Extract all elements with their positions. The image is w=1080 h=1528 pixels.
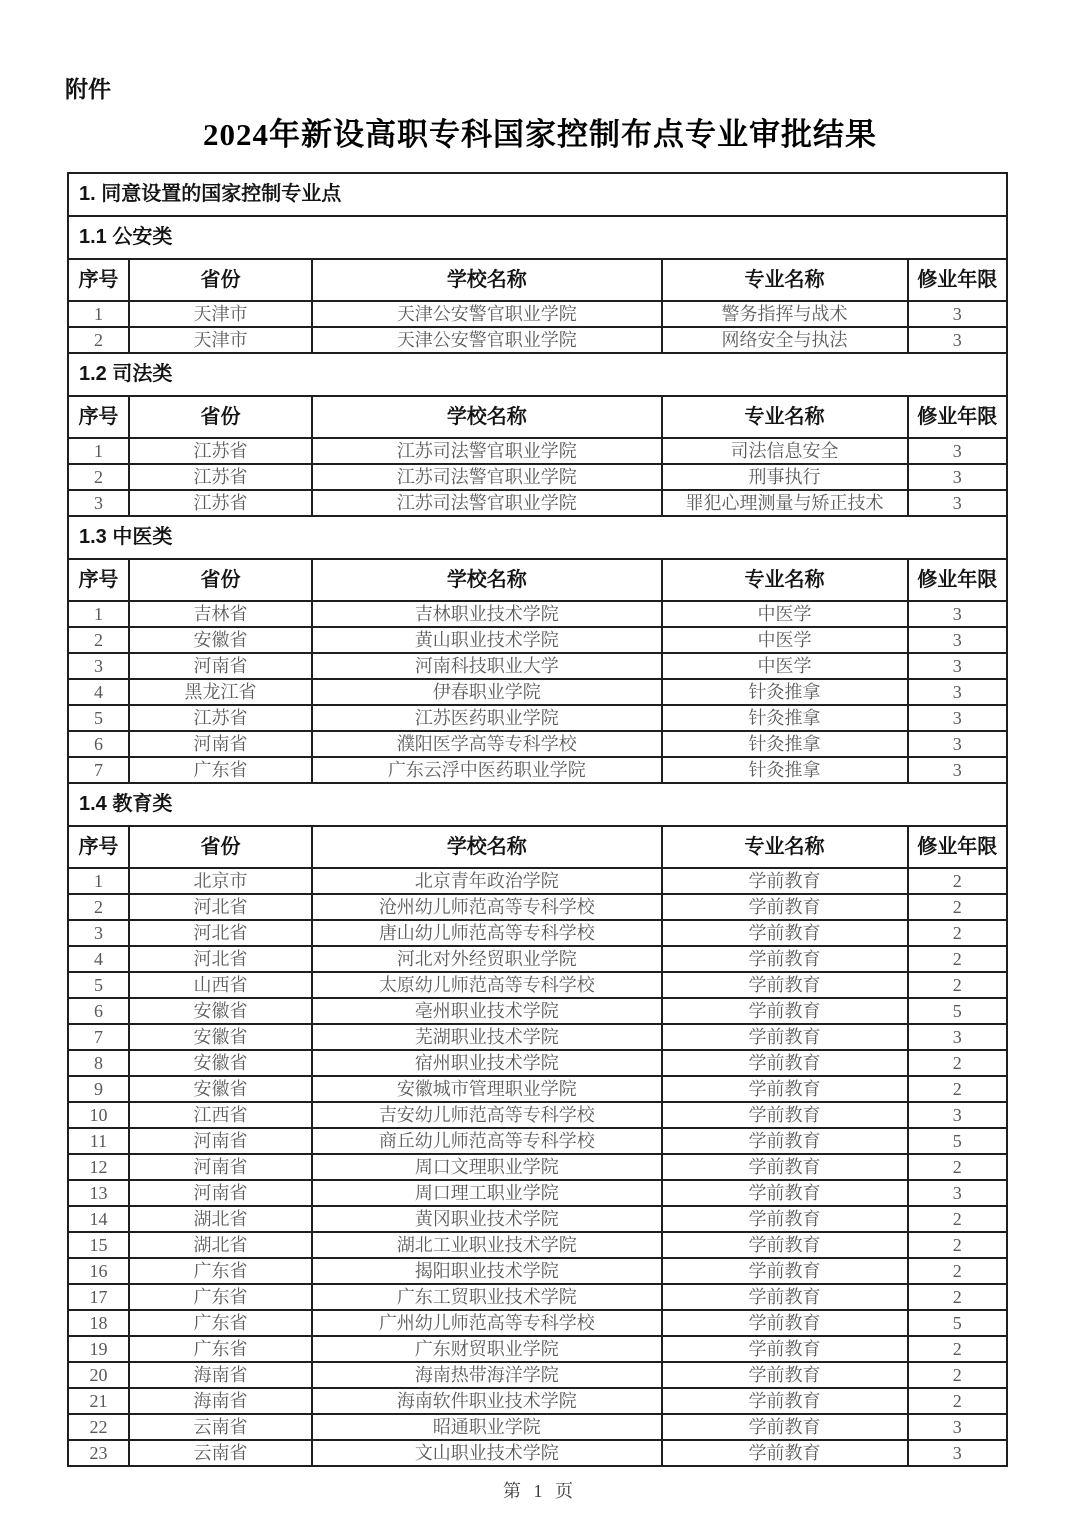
cell-major: 网络安全与执法 [663, 328, 909, 352]
cell-years: 2 [952, 897, 962, 917]
table-header-row [69, 260, 1006, 302]
cell-province: 广东省 [130, 758, 313, 782]
cell-major: 司法信息安全 [663, 439, 909, 463]
cell-years: 5 [952, 1131, 962, 1151]
cell-major: 学前教育 [663, 1363, 909, 1387]
cell-years: 5 [952, 1001, 962, 1021]
cell-major: 罪犯心理测量与矫正技术 [663, 491, 909, 515]
cell-province: 江苏省 [130, 439, 313, 463]
cell-school: 江苏司法警官职业学院 [313, 491, 663, 515]
cell-years: 3 [952, 330, 962, 350]
cell-years: 3 [952, 1183, 962, 1203]
table-row [69, 1285, 1006, 1311]
cell-years: 3 [952, 734, 962, 754]
header-cell-years: 修业年限 [917, 836, 998, 858]
table-row [69, 680, 1006, 706]
cell-school: 伊春职业学院 [313, 680, 663, 704]
cell-no: 1 [69, 302, 130, 326]
table-row [69, 1051, 1006, 1077]
cell-no: 5 [69, 973, 130, 997]
cell-no: 4 [69, 680, 130, 704]
approval-results-table [67, 172, 1008, 1467]
cell-school: 亳州职业技术学院 [313, 999, 663, 1023]
cell-province: 北京市 [130, 869, 313, 893]
table-header-row [69, 397, 1006, 439]
cell-province: 广东省 [130, 1285, 313, 1309]
cell-years: 2 [952, 1261, 962, 1281]
header-cell-no: 序号 [69, 397, 130, 437]
cell-province: 广东省 [130, 1259, 313, 1283]
table-header-row [69, 560, 1006, 602]
cell-school: 吉安幼儿师范高等专科学校 [313, 1103, 663, 1127]
cell-years: 3 [952, 1027, 962, 1047]
cell-years: 3 [952, 604, 962, 624]
cell-no: 5 [69, 706, 130, 730]
cell-school: 广州幼儿师范高等专科学校 [313, 1311, 663, 1335]
cell-province: 天津市 [130, 302, 313, 326]
table-row [69, 732, 1006, 758]
cell-major: 针灸推拿 [663, 758, 909, 782]
cell-province: 安徽省 [130, 628, 313, 652]
cell-school: 海南软件职业技术学院 [313, 1389, 663, 1413]
header-cell-years: 修业年限 [917, 269, 998, 291]
cell-major: 学前教育 [663, 999, 909, 1023]
cell-no: 18 [69, 1311, 130, 1335]
cell-years: 3 [952, 656, 962, 676]
table-row [69, 1207, 1006, 1233]
cell-no: 20 [69, 1363, 130, 1387]
cell-school: 天津公安警官职业学院 [313, 328, 663, 352]
cell-major: 学前教育 [663, 869, 909, 893]
cell-years: 2 [952, 1339, 962, 1359]
cell-school: 湖北工业职业技术学院 [313, 1233, 663, 1257]
cell-school: 安徽城市管理职业学院 [313, 1077, 663, 1101]
header-cell-major: 专业名称 [663, 560, 909, 600]
header-cell-province: 省份 [130, 827, 313, 867]
table-row [69, 1181, 1006, 1207]
cell-province: 安徽省 [130, 1077, 313, 1101]
cell-province: 河北省 [130, 947, 313, 971]
cell-no: 22 [69, 1415, 130, 1439]
cell-major: 针灸推拿 [663, 706, 909, 730]
table-row [69, 999, 1006, 1025]
cell-major: 学前教育 [663, 1311, 909, 1335]
cell-no: 2 [69, 328, 130, 352]
table-row [69, 1077, 1006, 1103]
cell-no: 2 [69, 628, 130, 652]
cell-no: 7 [69, 758, 130, 782]
header-cell-province: 省份 [130, 397, 313, 437]
table-row [69, 1259, 1006, 1285]
table-row [69, 439, 1006, 465]
cell-province: 河南省 [130, 1155, 313, 1179]
cell-province: 山西省 [130, 973, 313, 997]
cell-years: 2 [952, 1079, 962, 1099]
table-row [69, 491, 1006, 517]
cell-years: 2 [952, 1235, 962, 1255]
cell-major: 学前教育 [663, 1415, 909, 1439]
cell-major: 学前教育 [663, 1285, 909, 1309]
cell-years: 3 [952, 1443, 962, 1463]
header-cell-major: 专业名称 [663, 827, 909, 867]
cell-major: 刑事执行 [663, 465, 909, 489]
main-section-row: 1. 同意设置的国家控制专业点 [69, 174, 1006, 217]
table-row [69, 1441, 1006, 1465]
cell-school: 宿州职业技术学院 [313, 1051, 663, 1075]
cell-school: 广东工贸职业技术学院 [313, 1285, 663, 1309]
cell-years: 2 [952, 1391, 962, 1411]
table-row [69, 921, 1006, 947]
cell-school: 黄山职业技术学院 [313, 628, 663, 652]
category-row: 1.1 公安类 [69, 217, 1006, 260]
cell-school: 黄冈职业技术学院 [313, 1207, 663, 1231]
table-row [69, 1363, 1006, 1389]
cell-years: 2 [952, 1157, 962, 1177]
header-cell-years: 修业年限 [917, 406, 998, 428]
cell-no: 21 [69, 1389, 130, 1413]
cell-province: 河北省 [130, 895, 313, 919]
table-row [69, 706, 1006, 732]
cell-no: 19 [69, 1337, 130, 1361]
cell-major: 学前教育 [663, 1077, 909, 1101]
cell-no: 8 [69, 1051, 130, 1075]
cell-school: 濮阳医学高等专科学校 [313, 732, 663, 756]
table-row [69, 302, 1006, 328]
cell-years: 2 [952, 949, 962, 969]
cell-no: 11 [69, 1129, 130, 1153]
cell-province: 安徽省 [130, 999, 313, 1023]
category-row: 1.2 司法类 [69, 354, 1006, 397]
cell-no: 2 [69, 895, 130, 919]
cell-school: 北京青年政治学院 [313, 869, 663, 893]
cell-no: 3 [69, 491, 130, 515]
cell-province: 云南省 [130, 1441, 313, 1465]
cell-province: 安徽省 [130, 1051, 313, 1075]
cell-years: 2 [952, 1287, 962, 1307]
cell-school: 周口理工职业学院 [313, 1181, 663, 1205]
cell-no: 23 [69, 1441, 130, 1465]
cell-major: 学前教育 [663, 1025, 909, 1049]
cell-province: 河南省 [130, 654, 313, 678]
cell-major: 学前教育 [663, 1155, 909, 1179]
table-row [69, 465, 1006, 491]
cell-school: 广东财贸职业学院 [313, 1337, 663, 1361]
cell-no: 3 [69, 654, 130, 678]
cell-school: 商丘幼儿师范高等专科学校 [313, 1129, 663, 1153]
cell-major: 学前教育 [663, 1181, 909, 1205]
cell-no: 3 [69, 921, 130, 945]
cell-school: 天津公安警官职业学院 [313, 302, 663, 326]
table-row [69, 1337, 1006, 1363]
cell-province: 云南省 [130, 1415, 313, 1439]
cell-no: 9 [69, 1077, 130, 1101]
table-header-row [69, 827, 1006, 869]
cell-school: 河南科技职业大学 [313, 654, 663, 678]
table-row [69, 1389, 1006, 1415]
cell-province: 河南省 [130, 1129, 313, 1153]
cell-no: 14 [69, 1207, 130, 1231]
cell-province: 河南省 [130, 732, 313, 756]
cell-school: 江苏司法警官职业学院 [313, 439, 663, 463]
cell-province: 黑龙江省 [130, 680, 313, 704]
cell-school: 广东云浮中医药职业学院 [313, 758, 663, 782]
header-cell-no: 序号 [69, 560, 130, 600]
cell-major: 针灸推拿 [663, 680, 909, 704]
table-row [69, 1155, 1006, 1181]
table-row [69, 1025, 1006, 1051]
cell-years: 3 [952, 1417, 962, 1437]
cell-years: 2 [952, 975, 962, 995]
cell-major: 针灸推拿 [663, 732, 909, 756]
cell-school: 周口文理职业学院 [313, 1155, 663, 1179]
cell-no: 1 [69, 439, 130, 463]
header-cell-school: 学校名称 [313, 260, 663, 300]
cell-school: 昭通职业学院 [313, 1415, 663, 1439]
page-footer: 第 1 页 [503, 1481, 577, 1501]
cell-school: 海南热带海洋学院 [313, 1363, 663, 1387]
header-cell-no: 序号 [69, 260, 130, 300]
cell-school: 文山职业技术学院 [313, 1441, 663, 1465]
cell-years: 5 [952, 1313, 962, 1333]
cell-no: 13 [69, 1181, 130, 1205]
table-row [69, 654, 1006, 680]
cell-province: 江苏省 [130, 465, 313, 489]
cell-school: 河北对外经贸职业学院 [313, 947, 663, 971]
header-cell-province: 省份 [130, 560, 313, 600]
page-title: 2024年新设高职专科国家控制布点专业审批结果 [203, 117, 877, 152]
cell-school: 江苏司法警官职业学院 [313, 465, 663, 489]
cell-years: 3 [952, 467, 962, 487]
table-row [69, 1103, 1006, 1129]
cell-major: 学前教育 [663, 921, 909, 945]
cell-years: 3 [952, 760, 962, 780]
cell-major: 学前教育 [663, 1337, 909, 1361]
cell-province: 海南省 [130, 1389, 313, 1413]
cell-province: 湖北省 [130, 1233, 313, 1257]
cell-province: 河北省 [130, 921, 313, 945]
cell-school: 唐山幼儿师范高等专科学校 [313, 921, 663, 945]
header-cell-school: 学校名称 [313, 827, 663, 867]
table-row [69, 758, 1006, 784]
cell-major: 中医学 [663, 602, 909, 626]
header-cell-school: 学校名称 [313, 397, 663, 437]
cell-school: 吉林职业技术学院 [313, 602, 663, 626]
cell-school: 芜湖职业技术学院 [313, 1025, 663, 1049]
cell-no: 4 [69, 947, 130, 971]
cell-province: 湖北省 [130, 1207, 313, 1231]
table-row [69, 1233, 1006, 1259]
category-row: 1.3 中医类 [69, 517, 1006, 560]
cell-school: 太原幼儿师范高等专科学校 [313, 973, 663, 997]
cell-years: 3 [952, 682, 962, 702]
cell-no: 6 [69, 999, 130, 1023]
cell-major: 学前教育 [663, 1259, 909, 1283]
cell-major: 学前教育 [663, 947, 909, 971]
cell-no: 15 [69, 1233, 130, 1257]
cell-province: 江西省 [130, 1103, 313, 1127]
cell-years: 3 [952, 1105, 962, 1125]
table-row [69, 973, 1006, 999]
cell-no: 1 [69, 602, 130, 626]
cell-province: 安徽省 [130, 1025, 313, 1049]
cell-major: 学前教育 [663, 1051, 909, 1075]
cell-years: 3 [952, 304, 962, 324]
cell-major: 学前教育 [663, 973, 909, 997]
cell-years: 3 [952, 708, 962, 728]
cell-major: 警务指挥与战术 [663, 302, 909, 326]
cell-no: 2 [69, 465, 130, 489]
category-row: 1.4 教育类 [69, 784, 1006, 827]
table-row [69, 328, 1006, 354]
table-row [69, 1311, 1006, 1337]
cell-major: 学前教育 [663, 1233, 909, 1257]
cell-school: 江苏医药职业学院 [313, 706, 663, 730]
table-row [69, 1129, 1006, 1155]
table-row [69, 947, 1006, 973]
cell-major: 中医学 [663, 654, 909, 678]
cell-major: 中医学 [663, 628, 909, 652]
cell-province: 江苏省 [130, 706, 313, 730]
cell-no: 16 [69, 1259, 130, 1283]
cell-province: 河南省 [130, 1181, 313, 1205]
cell-years: 2 [952, 1209, 962, 1229]
cell-major: 学前教育 [663, 1129, 909, 1153]
table-row [69, 628, 1006, 654]
cell-years: 3 [952, 493, 962, 513]
header-cell-province: 省份 [130, 260, 313, 300]
cell-major: 学前教育 [663, 1207, 909, 1231]
header-cell-major: 专业名称 [663, 397, 909, 437]
cell-school: 揭阳职业技术学院 [313, 1259, 663, 1283]
header-cell-school: 学校名称 [313, 560, 663, 600]
cell-no: 10 [69, 1103, 130, 1127]
cell-province: 广东省 [130, 1311, 313, 1335]
table-row [69, 1415, 1006, 1441]
cell-no: 17 [69, 1285, 130, 1309]
cell-province: 广东省 [130, 1337, 313, 1361]
cell-years: 3 [952, 441, 962, 461]
cell-no: 12 [69, 1155, 130, 1179]
cell-school: 沧州幼儿师范高等专科学校 [313, 895, 663, 919]
cell-years: 2 [952, 923, 962, 943]
cell-province: 天津市 [130, 328, 313, 352]
table-row [69, 895, 1006, 921]
cell-province: 海南省 [130, 1363, 313, 1387]
header-cell-years: 修业年限 [917, 569, 998, 591]
cell-major: 学前教育 [663, 1389, 909, 1413]
table-row [69, 869, 1006, 895]
cell-major: 学前教育 [663, 1103, 909, 1127]
cell-major: 学前教育 [663, 1441, 909, 1465]
cell-province: 吉林省 [130, 602, 313, 626]
cell-years: 2 [952, 871, 962, 891]
cell-province: 江苏省 [130, 491, 313, 515]
cell-years: 2 [952, 1365, 962, 1385]
cell-years: 3 [952, 630, 962, 650]
table-row [69, 602, 1006, 628]
header-cell-no: 序号 [69, 827, 130, 867]
cell-years: 2 [952, 1053, 962, 1073]
cell-no: 1 [69, 869, 130, 893]
attachment-label: 附件 [65, 76, 111, 102]
cell-no: 7 [69, 1025, 130, 1049]
cell-no: 6 [69, 732, 130, 756]
cell-major: 学前教育 [663, 895, 909, 919]
header-cell-major: 专业名称 [663, 260, 909, 300]
